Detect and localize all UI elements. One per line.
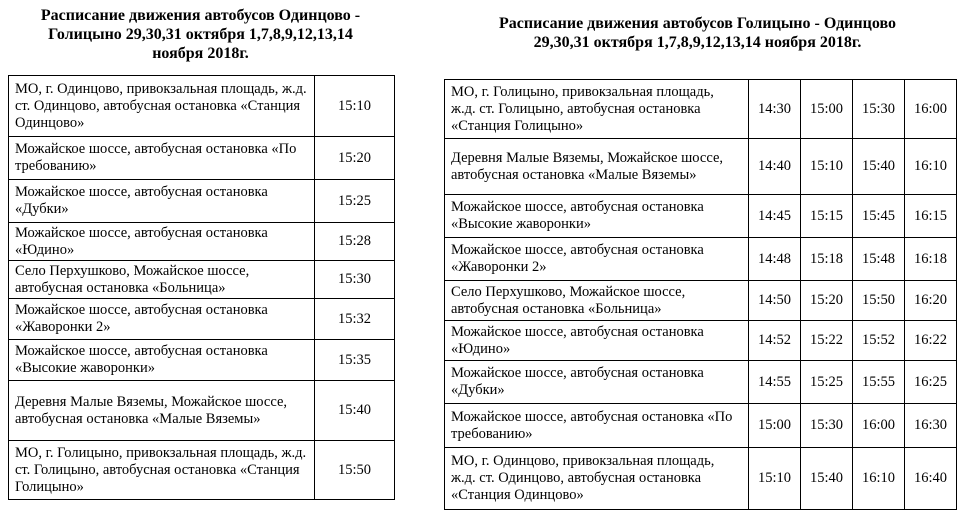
table-row [445,139,957,195]
departure-time-cell: 15:52 [853,321,905,361]
departure-time-cell: 14:55 [749,361,801,404]
departure-time-cell: 15:32 [315,299,395,340]
table-row [9,381,395,441]
table-row [445,238,957,281]
departure-time-cell: 15:30 [315,261,395,299]
stop-name-cell: Можайское шоссе, автобусная остановка «Юдино» [9,223,315,261]
schedule-table-odintsovo-golitsyno [8,75,395,500]
departure-time-cell: 16:20 [905,281,957,321]
departure-time-cell: 15:15 [801,195,853,238]
schedule-table-golitsyno-odintsovo [444,79,957,510]
table-row [9,340,395,381]
departure-time-cell: 15:00 [749,404,801,448]
departure-time-cell: 15:30 [853,80,905,139]
stop-name-cell: Можайское шоссе, автобусная остановка «Высокие жаворонки» [9,340,315,381]
stop-name-cell: Можайское шоссе, автобусная остановка «Высокие жаворонки» [445,195,749,238]
departure-time-cell: 16:00 [853,404,905,448]
departure-time-cell: 14:52 [749,321,801,361]
departure-time-cell: 14:50 [749,281,801,321]
stop-name-cell: Можайское шоссе, автобусная остановка «Жаворонки 2» [445,238,749,281]
stop-name-cell: Деревня Малые Вяземы, Можайское шоссе, автобусная остановка «Малые Вяземы» [445,139,749,195]
table-row [445,361,957,404]
table-row [9,180,395,223]
schedule-title-golitsyno-odintsovo [440,14,955,52]
departure-time-cell: 16:25 [905,361,957,404]
table-row [445,448,957,510]
stop-name-cell: Деревня Малые Вяземы, Можайское шоссе, автобусная остановка «Малые Вяземы» [9,381,315,441]
departure-time-cell: 15:10 [749,448,801,510]
departure-time-cell: 16:40 [905,448,957,510]
stop-name-cell: Можайское шоссе, автобусная остановка «Дубки» [9,180,315,223]
departure-time-cell: 16:22 [905,321,957,361]
departure-time-cell: 15:35 [315,340,395,381]
departure-time-cell: 15:40 [801,448,853,510]
stop-name-cell: Село Перхушково, Можайское шоссе, автобусная остановка «Больница» [445,281,749,321]
departure-time-cell: 15:55 [853,361,905,404]
title-line: Голицыно 29,30,31 октября 1,7,8,9,12,13,14 [48,26,353,43]
table-row [445,195,957,238]
title-line: Расписание движения автобусов Одинцово - [40,7,361,24]
departure-time-cell: 15:40 [853,139,905,195]
schedule-title-odintsovo-golitsyno [8,6,393,63]
departure-time-cell: 15:50 [315,441,395,500]
stop-name-cell: МО, г. Голицыно, привокзальная площадь, ж.д. ст. Голицыно, автобусная остановка «Станция Голицыно» [9,441,315,500]
departure-time-cell: 15:22 [801,321,853,361]
departure-time-cell: 15:40 [315,381,395,441]
stop-name-cell: МО, г. Голицыно, привокзальная площадь, ж.д. ст. Голицыно, автобусная остановка «Станция Голицыно» [445,80,749,139]
table-row [445,281,957,321]
departure-time-cell: 15:25 [315,180,395,223]
stop-name-cell: МО, г. Одинцово, привокзальная площадь, ж.д. ст. Одинцово, автобусная остановка «Станция Одинцово» [9,76,315,137]
departure-time-cell: 15:25 [801,361,853,404]
stop-name-cell: МО, г. Одинцово, привокзальная площадь, ж.д. ст. Одинцово, автобусная остановка «Станция Одинцово» [445,448,749,510]
table-row [445,404,957,448]
departure-time-cell: 15:10 [315,76,395,137]
table-row [9,441,395,500]
table-row [9,223,395,261]
stop-name-cell: Можайское шоссе, автобусная остановка «Дубки» [445,361,749,404]
departure-time-cell: 15:48 [853,238,905,281]
departure-time-cell: 15:20 [315,137,395,180]
stop-name-cell: Можайское шоссе, автобусная остановка «По требованию» [445,404,749,448]
table-row [9,299,395,340]
departure-time-cell: 16:00 [905,80,957,139]
departure-time-cell: 16:18 [905,238,957,281]
stop-name-cell: Можайское шоссе, автобусная остановка «Жаворонки 2» [9,299,315,340]
departure-time-cell: 15:20 [801,281,853,321]
title-line: 29,30,31 октября 1,7,8,9,12,13,14 ноября 2018г. [533,34,862,51]
departure-time-cell: 15:10 [801,139,853,195]
departure-time-cell: 15:18 [801,238,853,281]
departure-time-cell: 15:00 [801,80,853,139]
departure-time-cell: 14:30 [749,80,801,139]
departure-time-cell: 16:30 [905,404,957,448]
departure-time-cell: 14:45 [749,195,801,238]
stop-name-cell: Можайское шоссе, автобусная остановка «По требованию» [9,137,315,180]
table-row [9,261,395,299]
table-row [9,137,395,180]
departure-time-cell: 16:15 [905,195,957,238]
departure-time-cell: 14:40 [749,139,801,195]
departure-time-cell: 15:28 [315,223,395,261]
title-line: Расписание движения автобусов Голицыно - Одинцово [499,15,896,32]
stop-name-cell: Село Перхушково, Можайское шоссе, автобусная остановка «Больница» [9,261,315,299]
departure-time-cell: 16:10 [853,448,905,510]
title-line: ноября 2018г. [152,45,249,62]
departure-time-cell: 15:30 [801,404,853,448]
table-row [445,321,957,361]
departure-time-cell: 14:48 [749,238,801,281]
table-row [9,76,395,137]
stop-name-cell: Можайское шоссе, автобусная остановка «Юдино» [445,321,749,361]
departure-time-cell: 15:45 [853,195,905,238]
departure-time-cell: 16:10 [905,139,957,195]
table-row [445,80,957,139]
departure-time-cell: 15:50 [853,281,905,321]
